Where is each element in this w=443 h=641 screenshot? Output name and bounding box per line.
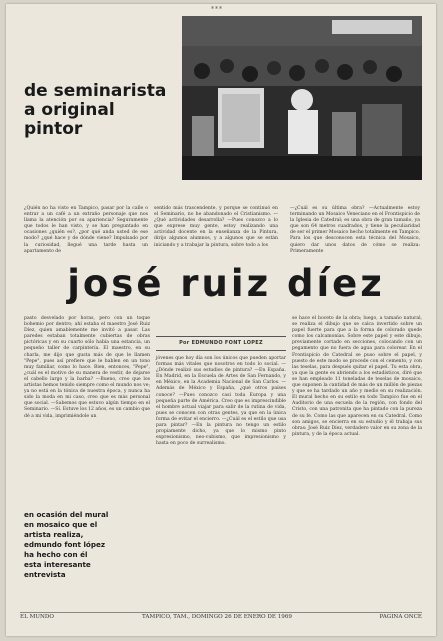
crowd-photo-illustration: [182, 16, 422, 180]
article-column: sentido más trascendente, y porque se continuó en el Seminario, no he abandonado el Cristianismo. —¿Qué actividades desarrolla? —Pues conozco a lo que exprese muy gente, estoy realizando una actividad docente en la enseñanza de la Pintura, dirijo algunos alumnos, y a algunos que se están iniciando y a trabajar la pintura, sobre todo a los: [154, 206, 278, 248]
article-photo: [182, 16, 422, 180]
headline-line: de seminarista: [24, 81, 167, 101]
footer-page-number: PAGINA ONCE: [379, 614, 422, 620]
footer-rule: [20, 612, 422, 613]
article-title: josé ruiz díez: [67, 262, 385, 305]
article-column: jóvenes que hoy día son los únicos que pueden aportar formas más vitales que nosotros en todo lo social. —¿Dónde realizó sus estudios de pintura? —En España. En Madrid, en la Escuela de Artes de San Fernando, y en México, en la Academia Nacional de San Carlos. —Además de México y España, ¿qué otros países conoce? —Pues conozco casi toda Europa y una pequeña parte de América. Creo que es imprescindible el hombre actual viajar para salir de la rutina de vida, pues se conocen con otras gentes, ya que en la única forma de evitar el encierro. —¿Cuál es el estilo que usa para pintar? —En la pintura no tengo un estilo propiamente dicho, ya que lo mismo pinto expresionismo, neo-cubismo, que impresionismo y hasta en poco de surrealismo.: [156, 356, 286, 447]
footer-dateline: TAMPICO, TAM., DOMINGO 26 DE ENERO DE 1969: [142, 614, 292, 620]
headline-line: a original: [24, 100, 115, 120]
byline-rule: [156, 350, 286, 351]
headline: [24, 82, 184, 139]
footer-paper-name: EL MUNDO: [20, 614, 54, 620]
page-footer: [6, 610, 436, 624]
article-column: —¿Cuál es su última obra? —Actualmente estoy terminando un Mosaico Veneciano en el Frontispicio de la Iglesia de Catedral; es una obra de gran tamaño, ya que son 64 metros cuadrados, y tiene la peculiaridad de ser el primer Mosaico hecho totalmente en Tampico. Para los que desconocen esta técnica del Mosaico, quiero dar unos datos de cómo se realiza: Primeramente: [290, 206, 420, 254]
pull-quote-line: artista realiza,: [24, 530, 84, 539]
article-column: ¿Quién no ha visto en Tampico, pasar por la calle o entrar a un café a un extraño personaje que nos llama la atención por su apariencia? Seguramente que todos le han visto, y se han preguntado en ocasiones ¿quién es?, ¿por qué anda usted de ese modo? ¿qué hace y de dónde viene? Impulsado por la curiosidad, llegué una tarde hasta un apartamento de: [24, 206, 148, 254]
article-column: pasto desvelado por horas, pero con un toque bohemio por dentro; ahí estaba el maestro José Ruiz Díez, quien amablemente me invitó a pasar. Las paredes estaban totalmente cubiertas de obras pictóricas y en su cuarto sólo había una estancia, un pequeño taller de carpintería. El maestro, en su charla, me dijo que gusta más de que le llamen "Pepe", pues así prefiere que le hablen en un tono muy familiar, como lo hace. Bien, entonces, "Pepe", ¿cuál es el motivo de su manera de vestir, de dejarse el cabello largo y la barba? —Bueno, creo que los artistas hemos tenido siempre como el mundo nos ve; ya no está en la tónica de nuestra época, y nunca ha sido la moda en mi caso, creo que es más personal que social. —Sabemos que estuvo algún tiempo en el Seminario. —Sí. Estuve los 12 años, es un cambio que dé a mi vida, imprimiéndole un: [24, 316, 151, 419]
headline-line: pintor: [24, 119, 83, 139]
pull-quote-line: esta interesante: [24, 560, 91, 569]
top-ornament: ***: [211, 6, 223, 13]
pull-quote-line: en ocasión del mural: [24, 510, 109, 519]
pull-quote: [24, 510, 136, 580]
article-column: se hace el boceto de la obra; luego, a tamaño natural, se realiza el dibujo que se calca invertido sobre un papel fuerte para que a la forma de colorado quede como los calcamonías. Sobre este papel y este dibujo, previamente cortado en secciones, colocando con un pegamento que no fuera de agua para colorear. En el Frontispicio de Catedral se puso sobre el papel, y puesto de este modo se procede con el cemento, y con las teselas, para después quitar el papel. Tu esta obra, ya que la gente es abriendo a los estadísticos, diré que se han empleado 11 toneladas de teselas de mosaico, que suponen la cantidad de más de un millón de piezas y que se ha tardado un año y medio en su realización. El mural hecho en su estilo en todo Tampico fue en el Auditorio de una escuela de la región, con fondo del Cristo, con una patronita que ha pintado con la pureza de su fe. Como las que aparecen en su Catedral. Como son amigos, se encierra en su estudio y él trabaja sus obras: José Ruiz Díez, verdadero valor en su zona de la pintura, y de la época actual.: [292, 316, 422, 437]
newspaper-page: [6, 4, 436, 636]
byline-rule: [156, 336, 286, 337]
byline: Por EDMUNDO FONT LOPEZ: [179, 340, 263, 346]
pull-quote-line: entrevista: [24, 570, 66, 579]
pull-quote-line: edmundo font lópez: [24, 540, 106, 549]
pull-quote-line: en mosaico que el: [24, 520, 98, 529]
pull-quote-line: ha hecho con él: [24, 550, 88, 559]
